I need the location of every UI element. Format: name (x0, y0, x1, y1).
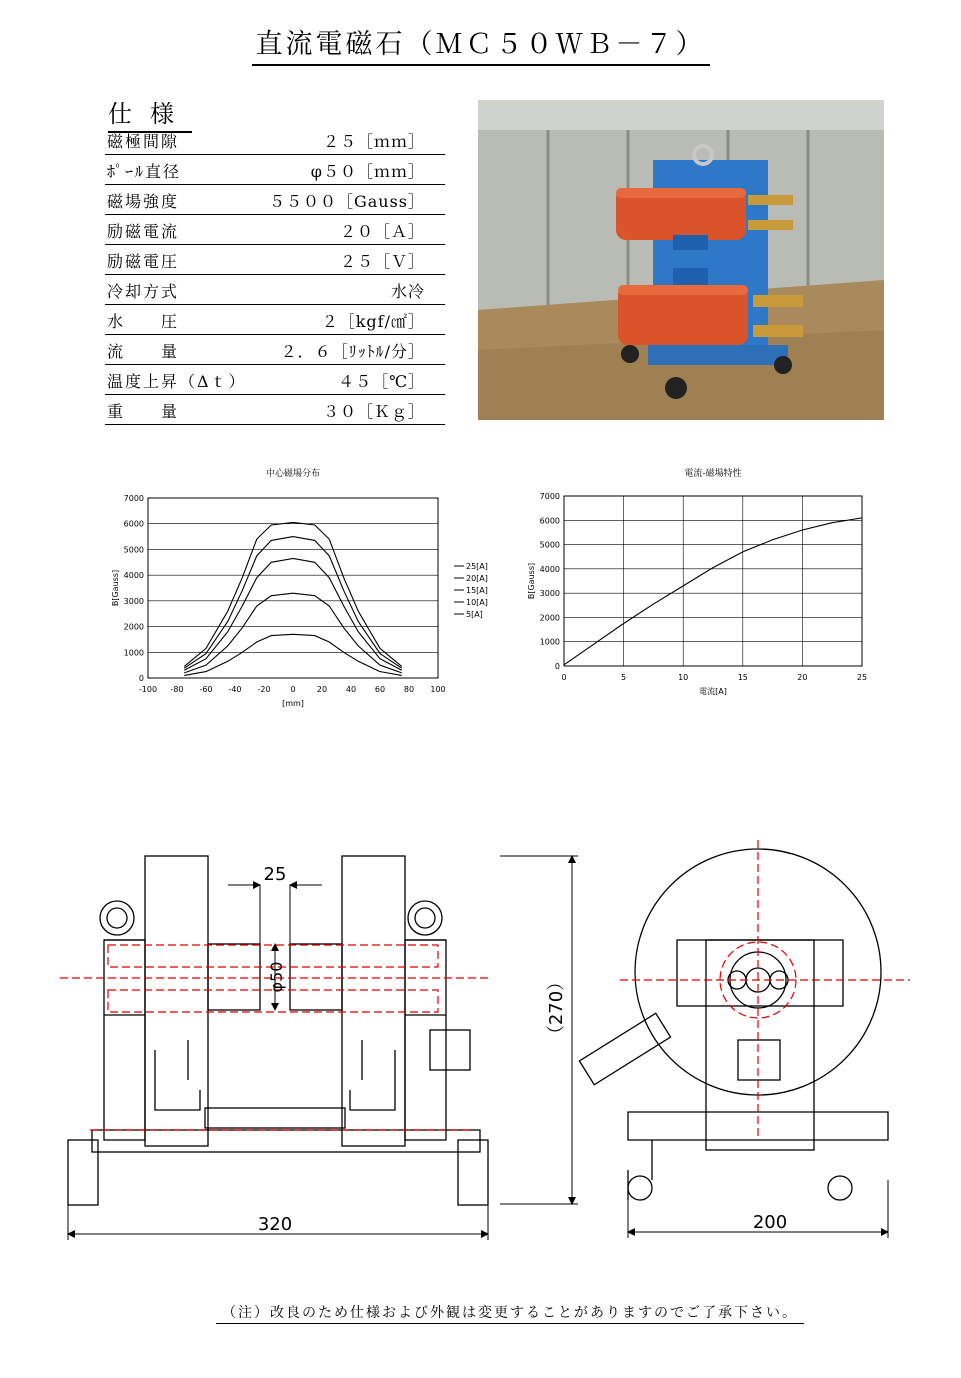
spec-value: ２５［Ｖ］ (339, 252, 425, 271)
y-tick-label: 1000 (539, 637, 560, 647)
spec-row (105, 218, 445, 245)
y-tick-label: 5000 (123, 545, 144, 555)
x-tick-label: 0 (561, 673, 567, 682)
legend-label: 15[A] (466, 586, 488, 595)
spec-value: ４５［℃］ (338, 372, 425, 391)
legend-label: 25[A] (466, 562, 488, 571)
dim-width-side-label: 200 (752, 1212, 788, 1233)
y-tick-label: 3000 (539, 589, 560, 599)
y-tick-label: 6000 (123, 519, 144, 529)
spec-value: 水冷 (390, 282, 425, 301)
y-tick-label: 0 (554, 662, 560, 671)
x-tick-label: 20 (316, 685, 328, 694)
spec-value: ２［kgf/㎠］ (321, 312, 425, 331)
y-axis-label: B[Gauss] (111, 569, 120, 607)
dim-gap-label: 25 (263, 864, 287, 885)
y-tick-label: 5000 (539, 540, 560, 550)
spec-label: 磁極間隙 (107, 132, 180, 151)
x-tick-label: 15 (737, 673, 748, 682)
x-tick-label: 40 (345, 685, 357, 694)
x-tick-label: 60 (374, 685, 386, 694)
x-tick-label: 25 (856, 673, 868, 682)
series-line (564, 518, 862, 665)
document-title: 直流電磁石（ＭＣ５０ＷＢ－７） (0, 22, 961, 61)
x-axis-label: [mm] (282, 699, 304, 708)
x-tick-label: 20 (797, 673, 808, 682)
y-tick-label: 1000 (123, 648, 144, 658)
y-tick-label: 7000 (539, 492, 560, 501)
footnote: （注）改良のため仕様および外観は変更することがありますのでご了承下さい。 (0, 1302, 961, 1322)
y-tick-label: 2000 (539, 613, 560, 623)
y-tick-label: 3000 (123, 596, 144, 606)
x-tick-label: -40 (228, 685, 242, 694)
spec-value: ２．６［ﾘｯﾄﾙ/分］ (280, 342, 425, 361)
y-tick-label: 4000 (539, 564, 560, 574)
spec-label: 流 量 (107, 342, 180, 361)
x-tick-label: -100 (138, 685, 158, 694)
spec-row (105, 158, 445, 185)
x-tick-label: -20 (257, 685, 271, 694)
chart-title: 中心磁場分布 (265, 469, 321, 479)
x-tick-label: 100 (430, 685, 446, 694)
spec-label: 温度上昇（Δｔ） (107, 372, 247, 391)
spec-row (105, 308, 445, 335)
magnet-photo (478, 100, 884, 420)
spec-value: ２０［Ａ］ (339, 222, 425, 241)
series-line (184, 537, 402, 669)
y-tick-label: 7000 (123, 494, 144, 503)
plot-area (564, 496, 862, 666)
spec-value: ３０［Ｋｇ］ (322, 402, 425, 421)
series-line (184, 593, 402, 673)
spec-row (105, 338, 445, 365)
spec-label: 励磁電圧 (107, 252, 180, 271)
spec-label: ﾎﾟｰﾙ直径 (107, 162, 182, 181)
dim-height-label: （270） (546, 972, 567, 1044)
spec-label: 水 圧 (107, 312, 180, 331)
side-view (579, 849, 888, 1200)
front-view (68, 856, 488, 1205)
spec-label: 冷却方式 (107, 282, 180, 301)
dim-width-front-label: 320 (257, 1214, 293, 1235)
plot-area (148, 498, 438, 678)
spec-heading: 仕様 (108, 94, 192, 133)
x-tick-label: 0 (290, 685, 296, 694)
x-tick-label: -80 (170, 685, 184, 694)
spec-row (105, 368, 445, 395)
dim-pole-label: φ50 (267, 961, 286, 993)
x-axis-label: 電流[A] (699, 687, 727, 696)
spec-value: ５５００［Gauss］ (268, 192, 425, 211)
spec-label: 重 量 (107, 402, 180, 421)
spec-label: 励磁電流 (107, 222, 180, 241)
x-tick-label: 80 (403, 685, 415, 694)
y-tick-label: 0 (138, 674, 144, 683)
dim-gap (228, 885, 322, 944)
spec-row (105, 398, 445, 425)
y-axis-label: B[Gauss] (527, 562, 536, 600)
technical-drawing (0, 840, 961, 1250)
y-tick-label: 6000 (539, 516, 560, 526)
chart-current-field (520, 462, 890, 722)
y-tick-label: 4000 (123, 571, 144, 581)
spec-value: ２５［ｍｍ］ (322, 132, 425, 151)
legend-label: 20[A] (466, 574, 488, 583)
x-tick-label: 10 (678, 673, 689, 682)
spec-row (105, 188, 445, 215)
spec-label: 磁場強度 (107, 192, 180, 211)
spec-row (105, 248, 445, 275)
y-tick-label: 2000 (123, 622, 144, 632)
chart-title: 電流-磁場特性 (684, 469, 742, 479)
spec-value: φ５０［ｍｍ］ (310, 162, 425, 181)
legend-label: 5[A] (466, 610, 483, 619)
x-tick-label: 5 (621, 673, 627, 682)
x-tick-label: -60 (199, 685, 213, 694)
legend-label: 10[A] (466, 598, 488, 607)
spec-row (105, 128, 445, 155)
chart-field-distribution (100, 462, 500, 722)
spec-row (105, 278, 445, 305)
